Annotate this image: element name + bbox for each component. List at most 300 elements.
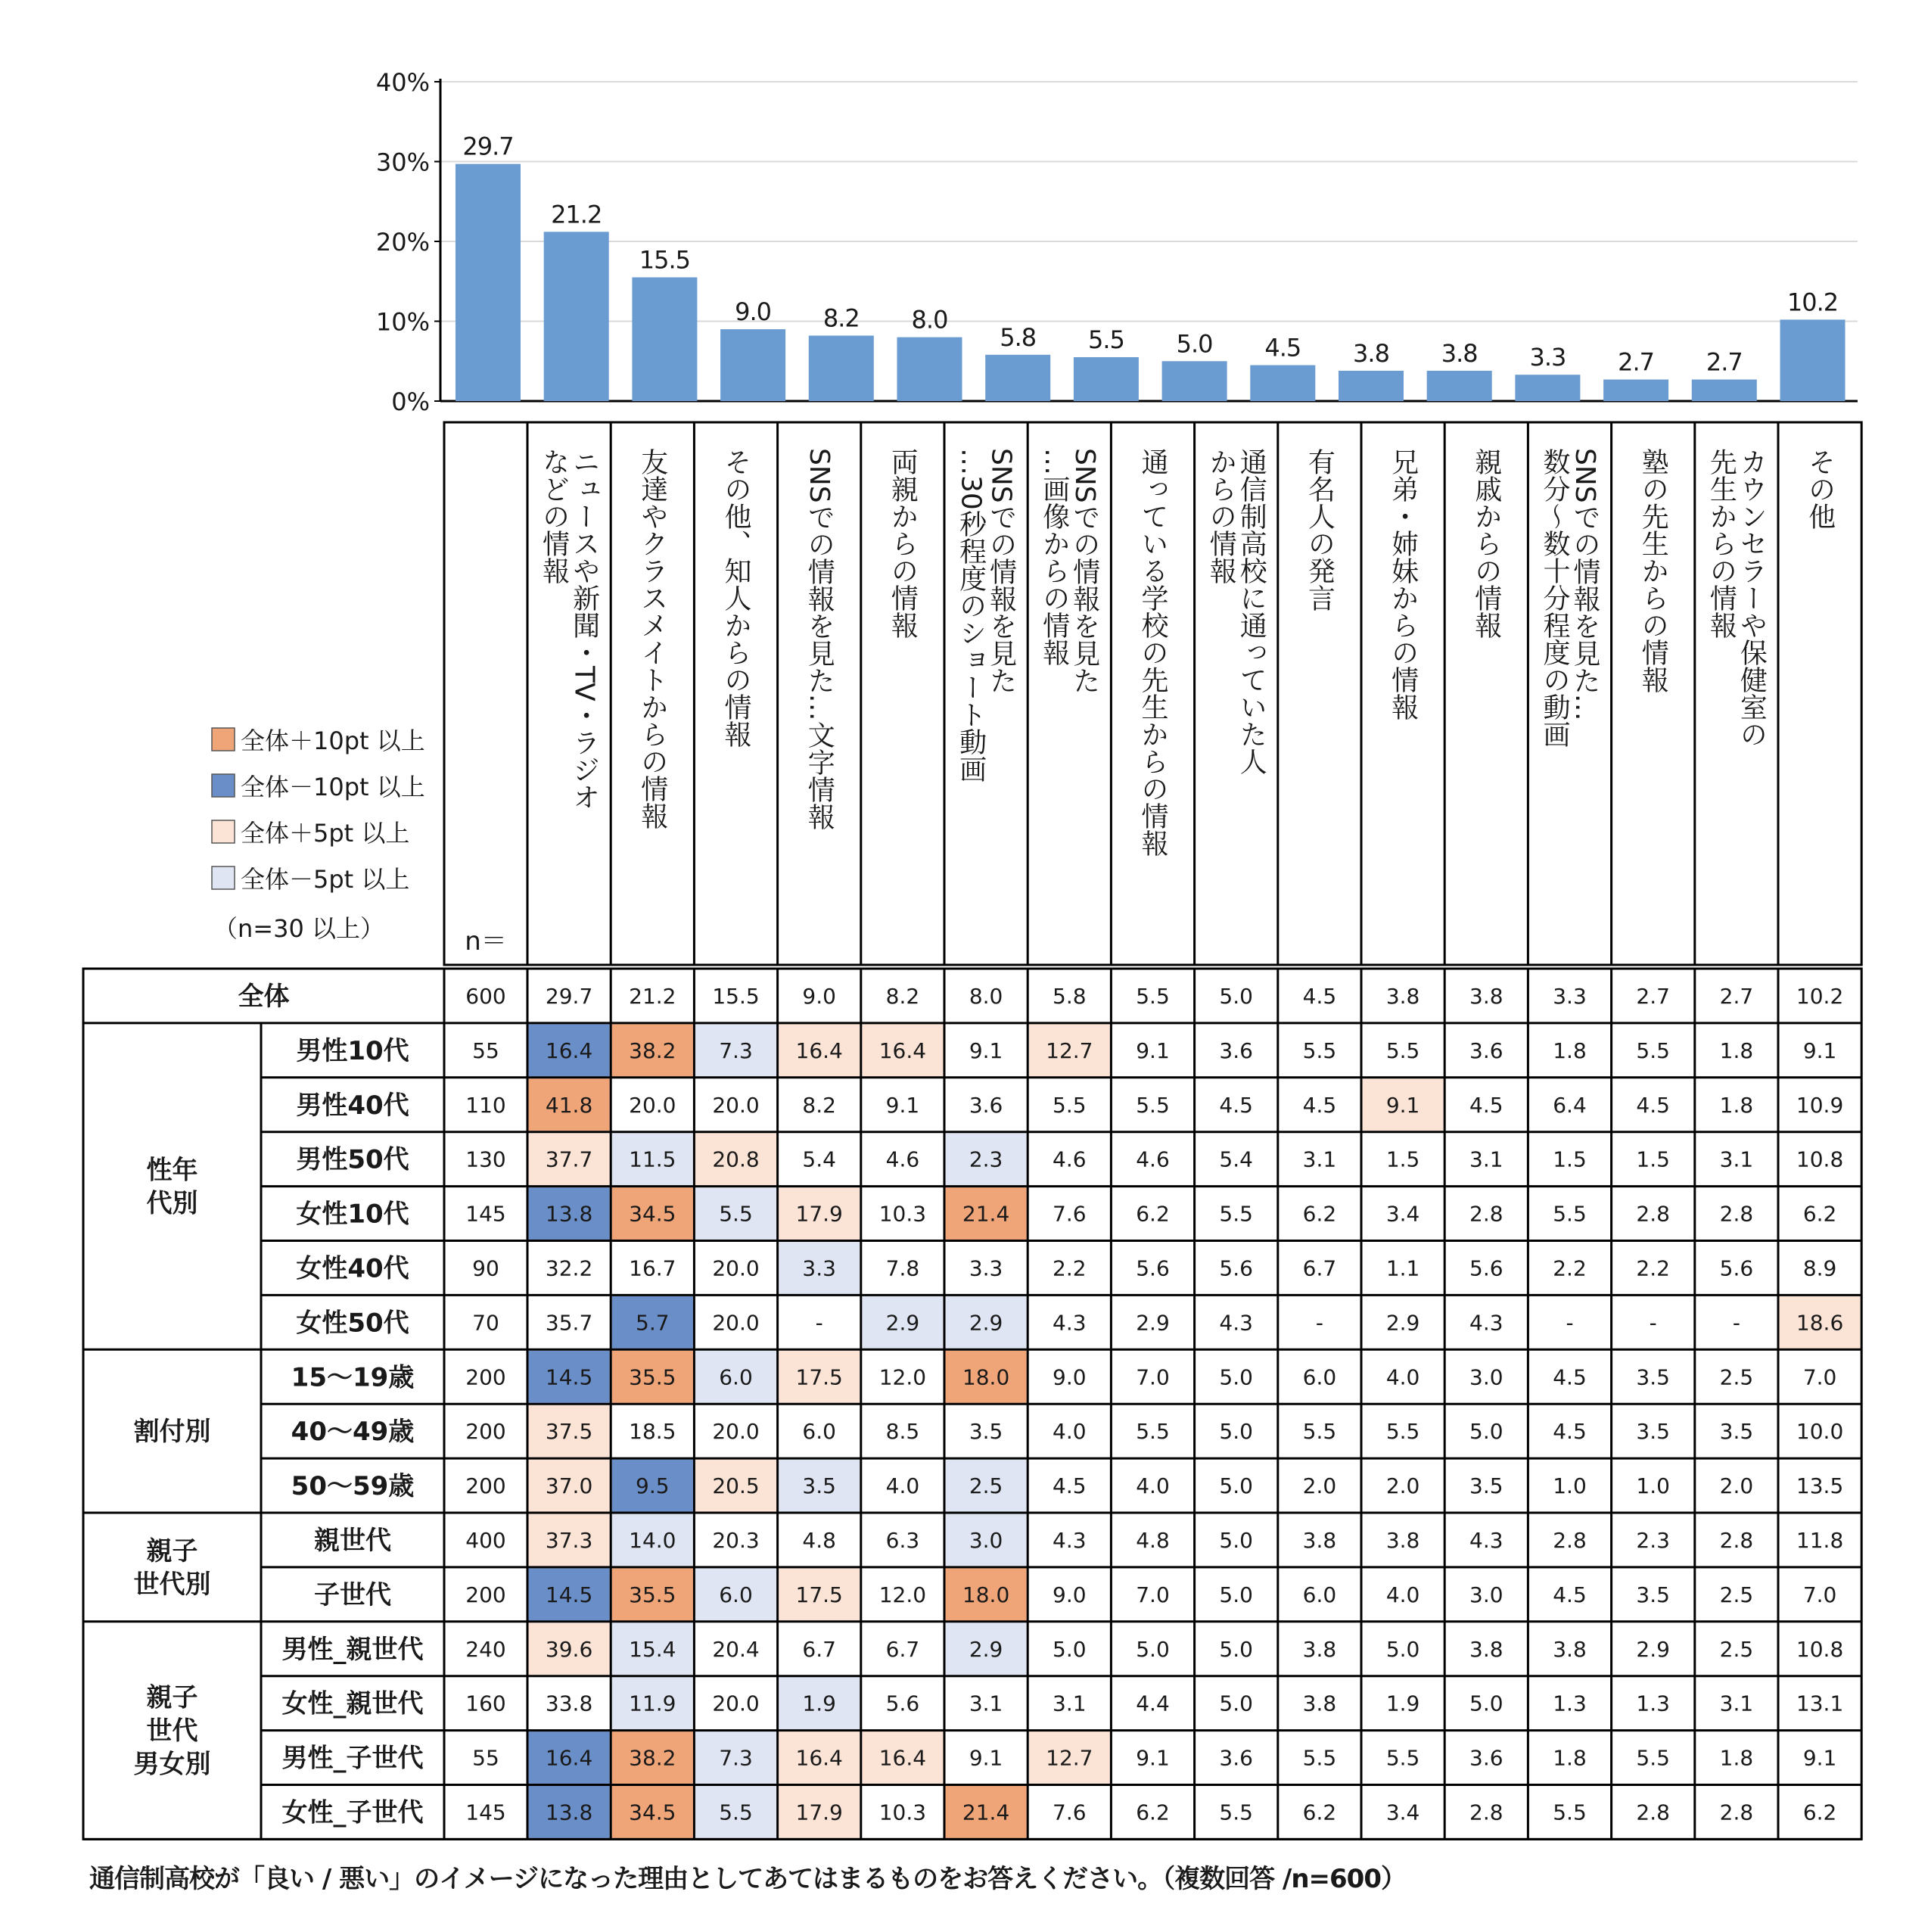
table-cell-value: 3.1 xyxy=(1053,1691,1087,1716)
bar xyxy=(1339,371,1404,401)
table-cell-value: 5.0 xyxy=(1053,1636,1087,1662)
column-header-label: 両親からの情報 xyxy=(887,448,919,639)
table-cell-value: 5.0 xyxy=(1219,1527,1253,1553)
table-cell-value: 2.8 xyxy=(1719,1527,1754,1553)
bar xyxy=(897,338,962,401)
table-cell-value: 2.8 xyxy=(1636,1800,1670,1825)
n-value: 110 xyxy=(465,1092,506,1118)
table-cell-value: 4.5 xyxy=(1553,1364,1587,1390)
table-cell-value: 3.5 xyxy=(802,1473,836,1499)
table-cell-value: 1.9 xyxy=(1385,1691,1420,1716)
row-label-total: 全体 xyxy=(238,981,290,1012)
table-cell-value: 2.8 xyxy=(1719,1800,1754,1825)
table-cell-value: 14.5 xyxy=(545,1582,593,1607)
column-header-label: 通っている学校の先生からの情報 xyxy=(1137,448,1168,857)
table-cell-value: 13.8 xyxy=(545,1800,593,1825)
table-cell-value: 2.0 xyxy=(1719,1473,1754,1499)
table-cell-value: 6.4 xyxy=(1553,1092,1587,1118)
table-cell-value: 5.5 xyxy=(1136,1419,1170,1445)
table-cell-value: 1.8 xyxy=(1719,1745,1754,1771)
table-cell-value: 5.8 xyxy=(1053,983,1087,1009)
table-cell-value: 13.1 xyxy=(1796,1691,1844,1716)
footnote: 通信制高校が「良い / 悪い」のイメージになった理由としてあてはまるものをお答えください。（複数回答 /n=600） xyxy=(89,1864,1406,1894)
column-header-label: …30秒程度のショート動画 xyxy=(955,448,987,782)
bar-chart xyxy=(376,68,1858,416)
bar-value-label: 2.7 xyxy=(1618,347,1655,377)
table-cell-value: 9.1 xyxy=(1385,1092,1420,1118)
table-cell-value: 34.5 xyxy=(629,1201,676,1227)
table-cell-value: 37.7 xyxy=(545,1146,593,1172)
table-cell-value: 16.4 xyxy=(545,1038,593,1063)
row-label: 女性_子世代 xyxy=(281,1797,424,1828)
table-cell-value: 1.0 xyxy=(1553,1473,1587,1499)
table-cell-value: 2.5 xyxy=(1719,1364,1754,1390)
table-cell-value: 6.0 xyxy=(1302,1364,1337,1390)
table-cell-value: 2.8 xyxy=(1719,1201,1754,1227)
table-cell-value: 18.5 xyxy=(629,1419,676,1445)
n-value: 400 xyxy=(465,1527,506,1553)
table-cell-value: 3.3 xyxy=(969,1255,1003,1281)
group-label: 世代別 xyxy=(133,1569,211,1600)
bar xyxy=(1692,380,1757,401)
bar xyxy=(544,232,609,401)
table-cell-value: 16.4 xyxy=(545,1745,593,1771)
row-label: 男性50代 xyxy=(296,1144,409,1175)
table-cell-value: 6.2 xyxy=(1802,1201,1837,1227)
column-header-label: 先生からの情報 xyxy=(1706,448,1737,639)
table-cell-value: 7.0 xyxy=(1136,1582,1170,1607)
table-cell-value: 5.0 xyxy=(1219,1636,1253,1662)
bar-value-label: 3.8 xyxy=(1441,338,1478,368)
table-cell-value: 21.4 xyxy=(962,1201,1010,1227)
table-cell-value: 3.1 xyxy=(1719,1146,1754,1172)
table-cell-value: 3.6 xyxy=(1469,1038,1503,1063)
table-cell-value: 4.5 xyxy=(1302,1092,1337,1118)
bar-value-label: 8.2 xyxy=(822,303,860,333)
table-cell-value: 10.8 xyxy=(1796,1636,1844,1662)
y-tick-label: 40% xyxy=(375,68,430,97)
table-cell-value: 7.8 xyxy=(885,1255,920,1281)
bar xyxy=(1427,371,1492,401)
y-tick-label: 30% xyxy=(375,148,430,177)
legend-note: （n=30 以上） xyxy=(213,914,384,943)
table-cell-value: 1.9 xyxy=(802,1691,836,1716)
table-cell-value: 3.6 xyxy=(1219,1745,1253,1771)
table-cell-value: 17.9 xyxy=(795,1201,843,1227)
table-cell-value: 1.8 xyxy=(1719,1038,1754,1063)
row-label: 男性_親世代 xyxy=(281,1634,424,1665)
table-cell-value: 10.3 xyxy=(878,1800,927,1825)
table-cell-value: 20.0 xyxy=(712,1419,760,1445)
table-cell-value: 6.2 xyxy=(1136,1800,1170,1825)
table-cell-value: 10.0 xyxy=(1796,1419,1844,1445)
table-cell-value: 5.5 xyxy=(1302,1038,1337,1063)
bar-value-label: 9.0 xyxy=(735,297,772,327)
table-cell-value: 1.5 xyxy=(1385,1146,1420,1172)
table-cell-value: 3.1 xyxy=(1302,1146,1337,1172)
table-cell-value: 4.0 xyxy=(885,1473,920,1499)
table-cell-value: 5.5 xyxy=(1302,1419,1337,1445)
row-label: 15～19歳 xyxy=(291,1362,415,1393)
table-cell-value: 4.8 xyxy=(1136,1527,1170,1553)
table-cell-value: 3.5 xyxy=(1469,1473,1503,1499)
table-cell-value: 4.5 xyxy=(1469,1092,1503,1118)
table-cell-value: 9.1 xyxy=(1136,1038,1170,1063)
table-cell-value: 3.4 xyxy=(1385,1800,1420,1825)
legend-label: 全体＋10pt 以上 xyxy=(241,726,425,755)
y-tick-label: 0% xyxy=(391,387,430,416)
table-cell-value: 10.3 xyxy=(878,1201,927,1227)
group-label: 親子 xyxy=(146,1682,198,1713)
table-cell-value: 3.6 xyxy=(969,1092,1003,1118)
column-header-label: …画像からの情報 xyxy=(1038,448,1070,666)
table-cell-value: 6.3 xyxy=(885,1527,920,1553)
table-cell-value: 6.7 xyxy=(885,1636,920,1662)
table-cell-value: 1.3 xyxy=(1636,1691,1670,1716)
table-cell-value: 5.5 xyxy=(1136,983,1170,1009)
table-cell-value: 5.5 xyxy=(719,1800,753,1825)
group-label: 世代 xyxy=(146,1716,198,1747)
legend-swatch xyxy=(212,820,235,843)
table-cell-value: 20.0 xyxy=(712,1691,760,1716)
table-cell-value: 14.0 xyxy=(629,1527,676,1553)
table-cell-value: 7.0 xyxy=(1136,1364,1170,1390)
table-cell-value: 5.5 xyxy=(1136,1092,1170,1118)
table-cell-value: 2.8 xyxy=(1469,1800,1503,1825)
table-cell-value: 3.8 xyxy=(1302,1691,1337,1716)
table-cell-value: 12.7 xyxy=(1046,1038,1093,1063)
bar xyxy=(632,277,697,401)
table-cell-value: 3.6 xyxy=(1219,1038,1253,1063)
table-cell-value: 2.9 xyxy=(1385,1310,1420,1336)
table-cell-value: 6.0 xyxy=(719,1364,753,1390)
table-cell-value: 3.8 xyxy=(1469,983,1503,1009)
table-cell-value: - xyxy=(1566,1310,1574,1336)
bar xyxy=(1074,357,1139,401)
table-cell-value: 4.8 xyxy=(802,1527,836,1553)
table-cell-value: 5.0 xyxy=(1136,1636,1170,1662)
table-cell-value: 3.3 xyxy=(1553,983,1587,1009)
table-cell-value: 8.2 xyxy=(802,1092,836,1118)
table-cell-value: 4.0 xyxy=(1053,1419,1087,1445)
table-cell-value: 3.1 xyxy=(969,1691,1003,1716)
table-cell-value: 16.7 xyxy=(629,1255,676,1281)
table-cell-value: 37.5 xyxy=(545,1419,593,1445)
table-cell-value: 5.0 xyxy=(1219,1364,1253,1390)
table-cell-value: 12.0 xyxy=(878,1364,927,1390)
table-cell-value: 5.5 xyxy=(1385,1419,1420,1445)
table-cell-value: 9.1 xyxy=(885,1092,920,1118)
table-cell-value: 3.5 xyxy=(1636,1364,1670,1390)
bar xyxy=(1603,380,1668,401)
table-cell-value: 9.0 xyxy=(1053,1582,1087,1607)
table-cell-value: 3.0 xyxy=(1469,1582,1503,1607)
legend-label: 全体－10pt 以上 xyxy=(241,773,425,801)
table-cell-value: 3.8 xyxy=(1302,1636,1337,1662)
table-cell-value: - xyxy=(815,1310,823,1336)
row-label: 男性10代 xyxy=(296,1035,409,1066)
table-cell-value: 18.6 xyxy=(1796,1310,1844,1336)
table-cell-value: 3.8 xyxy=(1469,1636,1503,1662)
table-cell-value: 1.1 xyxy=(1385,1255,1420,1281)
table-cell-value: 2.9 xyxy=(1636,1636,1670,1662)
table-cell-value: 9.1 xyxy=(969,1038,1003,1063)
legend xyxy=(212,726,425,943)
column-header-label: SNSでの情報を見た xyxy=(1068,448,1100,694)
column-header-label: 通信制高校に通っていた人 xyxy=(1236,448,1267,775)
table-cell-value: 4.3 xyxy=(1469,1310,1503,1336)
table-cell-value: 3.1 xyxy=(1719,1691,1754,1716)
table-cell-value: 2.2 xyxy=(1553,1255,1587,1281)
table-cell-value: 6.2 xyxy=(1302,1201,1337,1227)
table-cell-value: 20.0 xyxy=(712,1255,760,1281)
table-cell-value: 9.1 xyxy=(1136,1745,1170,1771)
table-cell-value: 4.3 xyxy=(1053,1527,1087,1553)
table-cell-value: 5.0 xyxy=(1469,1419,1503,1445)
table-cell-value: 6.2 xyxy=(1136,1201,1170,1227)
table-cell-value: 3.6 xyxy=(1469,1745,1503,1771)
table-cell-value: 5.0 xyxy=(1219,1582,1253,1607)
table-cell-value: 11.5 xyxy=(629,1146,676,1172)
n-header-label: n＝ xyxy=(465,926,507,957)
table-cell-value: 5.0 xyxy=(1219,1473,1253,1499)
table-cell-value: 7.6 xyxy=(1053,1800,1087,1825)
table-cell-value: 3.3 xyxy=(802,1255,836,1281)
table-cell-value: 3.5 xyxy=(969,1419,1003,1445)
table-cell-value: 3.8 xyxy=(1553,1636,1587,1662)
table-cell-value: 5.7 xyxy=(636,1310,670,1336)
column-header-label: SNSでの情報を見た…文字情報 xyxy=(804,448,835,830)
table-cell-value: 4.6 xyxy=(1136,1146,1170,1172)
table-cell-value: 7.6 xyxy=(1053,1201,1087,1227)
table-cell-value: 35.5 xyxy=(629,1364,676,1390)
table-cell-value: 1.5 xyxy=(1553,1146,1587,1172)
table-cell-value: 4.3 xyxy=(1053,1310,1087,1336)
table-cell-value: 2.9 xyxy=(1136,1310,1170,1336)
table-cell-value: 11.8 xyxy=(1796,1527,1844,1553)
table-cell-value: 4.5 xyxy=(1053,1473,1087,1499)
column-header-label: 有名人の発言 xyxy=(1304,448,1336,611)
table-cell-value: 3.8 xyxy=(1385,983,1420,1009)
table-cell-value: 20.0 xyxy=(712,1310,760,1336)
row-label: 女性10代 xyxy=(296,1199,409,1230)
table-cell-value: 17.9 xyxy=(795,1800,843,1825)
n-value: 90 xyxy=(472,1255,499,1281)
table-cell-value: 29.7 xyxy=(545,983,593,1009)
table-cell-value: - xyxy=(1315,1310,1323,1336)
table-cell-value: 6.7 xyxy=(1302,1255,1337,1281)
column-header-label: 兄弟・姉妹からの情報 xyxy=(1387,448,1419,720)
table-cell-value: 33.8 xyxy=(545,1691,593,1716)
table-cell-value: 4.5 xyxy=(1302,983,1337,1009)
table-cell-value: 18.0 xyxy=(962,1364,1010,1390)
table-cell-value: 12.7 xyxy=(1046,1745,1093,1771)
row-label: 女性40代 xyxy=(296,1253,409,1284)
row-label: 女性50代 xyxy=(296,1308,409,1339)
table-cell-value: 9.1 xyxy=(969,1745,1003,1771)
bar-value-label: 5.8 xyxy=(1000,322,1037,352)
table-cell-value: 15.4 xyxy=(629,1636,676,1662)
table-cell-value: 20.0 xyxy=(712,1092,760,1118)
group-label: 割付別 xyxy=(133,1417,211,1448)
table-cell-value: 37.3 xyxy=(545,1527,593,1553)
table-cell-value: 2.8 xyxy=(1553,1527,1587,1553)
table-cell-value: 32.2 xyxy=(545,1255,593,1281)
bar xyxy=(1515,375,1580,401)
bar xyxy=(1250,366,1315,401)
table-cell-value: 5.6 xyxy=(885,1691,920,1716)
legend-label: 全体＋5pt 以上 xyxy=(241,819,410,848)
table-cell-value: 5.0 xyxy=(1385,1636,1420,1662)
table-cell-value: 15.5 xyxy=(712,983,760,1009)
y-tick-label: 10% xyxy=(375,307,430,337)
table-cell-value: 6.2 xyxy=(1802,1800,1837,1825)
n-value: 200 xyxy=(465,1473,506,1499)
bar xyxy=(1162,361,1227,401)
legend-swatch xyxy=(212,728,235,751)
table-cell-value: 20.8 xyxy=(712,1146,760,1172)
bar-value-label: 4.5 xyxy=(1264,333,1301,362)
bar-value-label: 15.5 xyxy=(639,245,691,275)
table-cell-value: 7.3 xyxy=(719,1745,753,1771)
table-cell-value: 13.8 xyxy=(545,1201,593,1227)
table-cell-value: 5.0 xyxy=(1469,1691,1503,1716)
column-header-label: 数分～数十分程度の動画 xyxy=(1539,448,1570,748)
table-cell-value: 6.0 xyxy=(802,1419,836,1445)
table-cell-value: 2.3 xyxy=(969,1146,1003,1172)
table-cell-value: 20.3 xyxy=(712,1527,760,1553)
table-cell-value: 2.9 xyxy=(969,1636,1003,1662)
table-cell-value: 20.5 xyxy=(712,1473,760,1499)
n-value: 130 xyxy=(465,1146,506,1172)
row-label: 50～59歳 xyxy=(291,1471,415,1502)
table-cell-value: 1.3 xyxy=(1553,1691,1587,1716)
table-cell-value: 5.5 xyxy=(1553,1201,1587,1227)
group-label: 性年 xyxy=(146,1155,198,1186)
table-cell-value: 6.2 xyxy=(1302,1800,1337,1825)
table-cell-value: 8.0 xyxy=(969,983,1003,1009)
row-label: 親世代 xyxy=(314,1525,391,1556)
table-cell-value: 3.1 xyxy=(1469,1146,1503,1172)
table-cell-value: 16.4 xyxy=(795,1745,843,1771)
table-cell-value: 4.5 xyxy=(1219,1092,1253,1118)
table-cell-value: 4.0 xyxy=(1136,1473,1170,1499)
table-cell-value: 5.0 xyxy=(1219,983,1253,1009)
bar-value-label: 5.0 xyxy=(1176,329,1213,359)
table-cell-value: 5.6 xyxy=(1719,1255,1754,1281)
column-header-label: その他、知人からの情報 xyxy=(720,448,751,748)
bar xyxy=(985,355,1050,401)
table-cell-value: 35.7 xyxy=(545,1310,593,1336)
table-cell-value: 4.3 xyxy=(1469,1527,1503,1553)
table-cell-value: 1.8 xyxy=(1719,1092,1754,1118)
row-label: 男性40代 xyxy=(296,1090,409,1121)
column-header-label: カウンセラーや保健室の xyxy=(1736,448,1768,748)
table-cell-value: 2.5 xyxy=(1719,1636,1754,1662)
table-cell-value: 8.5 xyxy=(885,1419,920,1445)
n-value: 160 xyxy=(465,1691,506,1716)
legend-label: 全体－5pt 以上 xyxy=(241,865,410,894)
table-cell-value: 2.8 xyxy=(1636,1201,1670,1227)
group-label: 親子 xyxy=(146,1535,198,1566)
group-label: 男女別 xyxy=(133,1749,211,1780)
n-value: 200 xyxy=(465,1419,506,1445)
table-cell-value: 5.5 xyxy=(1385,1038,1420,1063)
table-cell-value: 38.2 xyxy=(629,1745,676,1771)
table-cell-value: 14.5 xyxy=(545,1364,593,1390)
legend-swatch xyxy=(212,866,235,889)
table-cell-value: 18.0 xyxy=(962,1582,1010,1607)
column-header-label: からの情報 xyxy=(1205,448,1237,584)
table-cell-value: 1.0 xyxy=(1636,1473,1670,1499)
column-header-label: 塾の先生からの情報 xyxy=(1637,448,1669,693)
table-cell-value: 35.5 xyxy=(629,1582,676,1607)
table-cell-value: 16.4 xyxy=(878,1038,927,1063)
bar-value-label: 2.7 xyxy=(1706,347,1743,377)
table-cell-value: - xyxy=(1649,1310,1657,1336)
table-cell-value: 3.4 xyxy=(1385,1201,1420,1227)
row-label: 女性_親世代 xyxy=(281,1688,424,1719)
column-header-label: 親戚からの情報 xyxy=(1470,448,1502,639)
table-cell-value: 4.6 xyxy=(885,1146,920,1172)
table-cell-value: 37.0 xyxy=(545,1473,593,1499)
table-cell-value: 41.8 xyxy=(545,1092,593,1118)
table-cell-value: 11.9 xyxy=(629,1691,676,1716)
table-cell-value: 4.5 xyxy=(1636,1092,1670,1118)
group-label: 代別 xyxy=(146,1188,198,1219)
table-cell-value: 2.7 xyxy=(1719,983,1754,1009)
table-cell-value: 13.5 xyxy=(1796,1473,1844,1499)
n-value: 600 xyxy=(465,983,506,1009)
table-cell-value: 5.5 xyxy=(1053,1092,1087,1118)
table-cell-value: 7.3 xyxy=(719,1038,753,1063)
column-header-label: SNSでの情報を見た… xyxy=(1569,448,1600,721)
bar xyxy=(1780,319,1845,401)
table-cell-value: 21.2 xyxy=(629,983,676,1009)
table-cell-value: 2.0 xyxy=(1302,1473,1337,1499)
table-cell-value: 3.5 xyxy=(1636,1419,1670,1445)
column-header-label: その他 xyxy=(1804,448,1836,530)
table-cell-value: 5.6 xyxy=(1469,1255,1503,1281)
n-value: 145 xyxy=(465,1800,506,1825)
n-value: 240 xyxy=(465,1636,506,1662)
table-cell-value: 2.7 xyxy=(1636,983,1670,1009)
bar-value-label: 21.2 xyxy=(551,200,602,229)
table-cell-value: 4.6 xyxy=(1053,1146,1087,1172)
column-header-label: ニュースや新聞・TV・ラジオ xyxy=(568,448,600,810)
bar-value-label: 3.8 xyxy=(1353,338,1389,368)
table-cell-value: 2.2 xyxy=(1636,1255,1670,1281)
n-value: 55 xyxy=(472,1745,499,1771)
table-cell-value: 5.0 xyxy=(1219,1691,1253,1716)
table-cell-value: 5.5 xyxy=(1219,1800,1253,1825)
bar-value-label: 8.0 xyxy=(911,305,948,334)
table-cell-value: 3.5 xyxy=(1719,1419,1754,1445)
table-cell-value: 8.2 xyxy=(885,983,920,1009)
table-cell-value: 4.0 xyxy=(1385,1364,1420,1390)
table-cell-value: 3.0 xyxy=(1469,1364,1503,1390)
table-cell-value: 5.0 xyxy=(1219,1419,1253,1445)
table-cell-value: 39.6 xyxy=(545,1636,593,1662)
table-cell-value: 2.9 xyxy=(969,1310,1003,1336)
table-cell-value: 17.5 xyxy=(795,1364,843,1390)
table-cell-value: 21.4 xyxy=(962,1800,1010,1825)
table-cell-value: 9.0 xyxy=(802,983,836,1009)
table-cell-value: 3.5 xyxy=(1636,1582,1670,1607)
table-cell-value: 6.0 xyxy=(1302,1582,1337,1607)
table-cell-value: 2.5 xyxy=(1719,1582,1754,1607)
bar xyxy=(456,164,521,401)
